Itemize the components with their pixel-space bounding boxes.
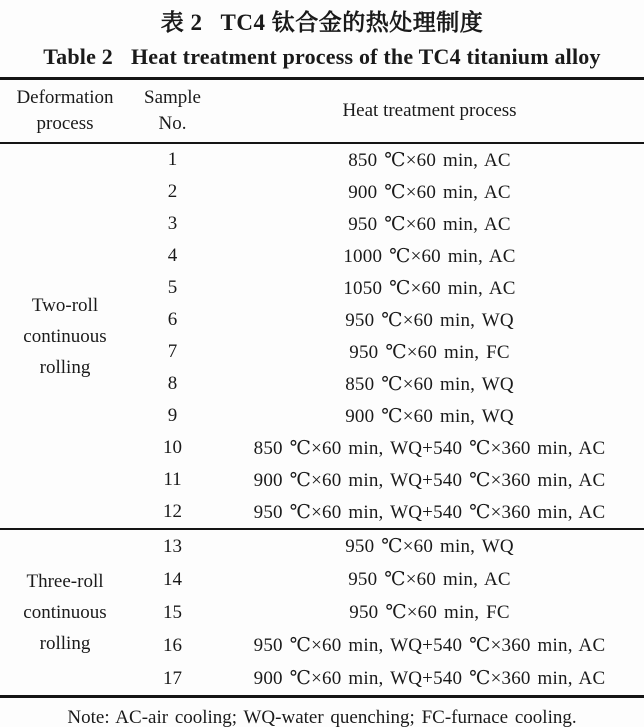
col-header-heat-treatment: Heat treatment process — [342, 100, 517, 121]
table-title-english-text: Heat treatment process of the TC4 titanium alloy — [130, 44, 601, 69]
table-title-chinese — [0, 8, 644, 38]
sample-no-cell: 17 — [163, 667, 182, 689]
sample-no-cell: 4 — [167, 245, 178, 266]
heat-treatment-cell: 900 ℃×60 min, WQ — [345, 405, 514, 427]
process-label-line: continuous — [23, 325, 107, 347]
heat-treatment-cell: 950 ℃×60 min, AC — [348, 213, 511, 235]
deformation-process-cell-two-roll — [0, 143, 130, 529]
process-label-line: Three-roll — [26, 571, 104, 592]
heat-treatment-cell: 850 ℃×60 min, AC — [348, 149, 511, 171]
header-row — [0, 79, 644, 144]
sample-no-cell: 16 — [163, 634, 182, 656]
heat-treatment-cell: 900 ℃×60 min, WQ+540 ℃×360 min, AC — [253, 469, 606, 491]
deformation-process-cell-three-roll — [0, 529, 130, 697]
sample-no-cell: 11 — [163, 469, 182, 490]
col-header-deformation-process — [0, 79, 130, 144]
heat-treatment-cell: 850 ℃×60 min, WQ+540 ℃×360 min, AC — [253, 437, 606, 459]
header-text: Sample — [144, 87, 201, 108]
table-header — [0, 79, 644, 144]
table-title-english-label: Table 2 — [43, 44, 113, 69]
section-three-roll — [0, 529, 644, 697]
table-row — [0, 529, 644, 563]
heat-treatment-cell: 950 ℃×60 min, FC — [349, 341, 510, 363]
header-text: process — [36, 113, 94, 134]
header-text: No. — [158, 113, 187, 134]
sample-no-cell: 3 — [167, 213, 178, 234]
sample-no-cell: 14 — [163, 568, 182, 590]
sample-no-cell: 9 — [167, 405, 178, 426]
sample-no-cell: 13 — [163, 535, 182, 557]
table-footnote: Note: AC-air cooling; WQ-water quenching; FC-furnace cooling. — [67, 707, 577, 727]
section-two-roll — [0, 143, 644, 529]
heat-treatment-cell: 950 ℃×60 min, WQ — [345, 536, 514, 557]
sample-no-cell: 5 — [167, 277, 178, 298]
process-label-line: continuous — [23, 602, 107, 623]
sample-no-cell: 12 — [163, 501, 182, 522]
heat-treatment-cell: 900 ℃×60 min, AC — [348, 181, 511, 203]
heat-treatment-cell: 950 ℃×60 min, WQ+540 ℃×360 min, AC — [253, 635, 606, 656]
heat-treatment-cell: 950 ℃×60 min, FC — [349, 602, 510, 623]
sample-no-cell: 6 — [167, 309, 178, 330]
heat-treatment-cell: 1000 ℃×60 min, AC — [343, 245, 516, 267]
sample-no-cell: 10 — [163, 437, 182, 458]
table-title-english — [0, 42, 644, 71]
sample-no-cell: 15 — [163, 601, 182, 623]
sample-no-cell: 8 — [167, 373, 178, 394]
table-title-chinese-text: TC4 钛合金的热处理制度 — [220, 10, 484, 35]
heat-treatment-table — [0, 77, 644, 698]
heat-treatment-cell: 950 ℃×60 min, AC — [348, 569, 511, 590]
heat-treatment-cell: 1050 ℃×60 min, AC — [343, 277, 516, 299]
sample-no-cell: 2 — [167, 181, 178, 202]
process-label-line: rolling — [39, 356, 91, 378]
heat-treatment-cell: 950 ℃×60 min, WQ+540 ℃×360 min, AC — [253, 501, 606, 523]
heat-treatment-cell: 950 ℃×60 min, WQ — [345, 309, 514, 331]
col-header-sample-no — [130, 79, 215, 144]
heat-treatment-cell: 900 ℃×60 min, WQ+540 ℃×360 min, AC — [253, 668, 606, 689]
sample-no-cell: 1 — [167, 149, 178, 170]
heat-treatment-cell: 850 ℃×60 min, WQ — [345, 373, 514, 395]
table-row — [0, 143, 644, 176]
table-title-chinese-label: 表 2 — [160, 10, 203, 35]
process-label-line: Two-roll — [31, 294, 99, 316]
process-label-line: rolling — [39, 633, 91, 654]
sample-no-cell: 7 — [167, 341, 178, 362]
header-text: Deformation — [16, 87, 114, 108]
